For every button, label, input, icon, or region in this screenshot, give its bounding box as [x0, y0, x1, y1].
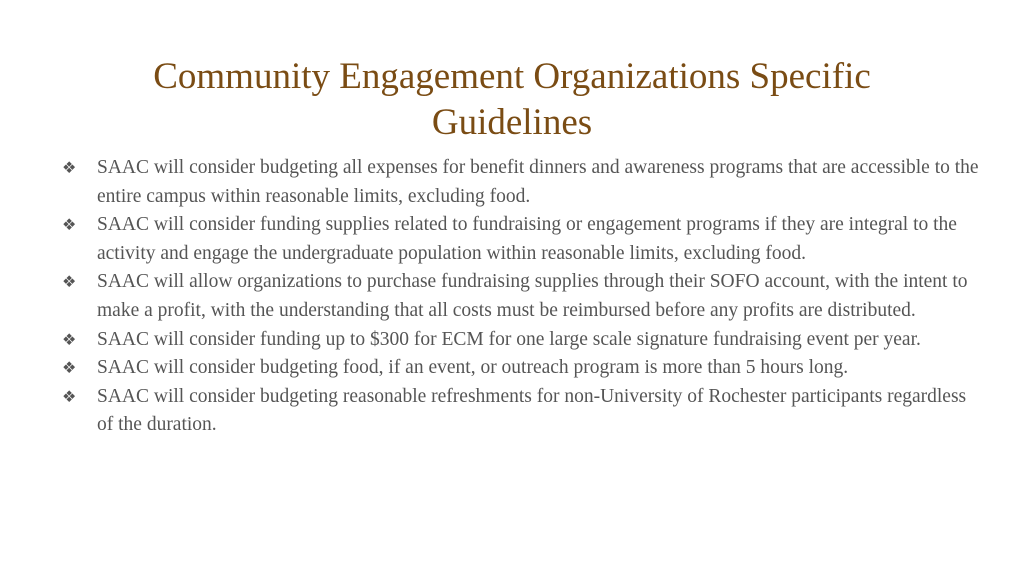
slide-title: Community Engagement Organizations Specific Guidelines [153, 56, 871, 143]
list-item-text: SAAC will consider funding up to $300 for ECM for one large scale signature fundraising event per year. [97, 328, 921, 350]
diamond-bullet-icon: ❖ [62, 215, 77, 235]
diamond-bullet-icon: ❖ [62, 272, 77, 292]
diamond-bullet-icon: ❖ [62, 358, 77, 378]
list-item-text: SAAC will consider budgeting food, if an event, or outreach program is more than 5 hours long. [97, 357, 849, 379]
list-item-text: SAAC will allow organizations to purchase fundraising supplies through their SOFO account, with the intent to make a profit, with the understanding that all costs must be reimbursed before any profits are distributed. [97, 271, 968, 321]
list-item [62, 326, 982, 355]
list-item-text: SAAC will consider budgeting reasonable refreshments for non-University of Rochester participants regardless of the duration. [97, 385, 967, 436]
guidelines-list [62, 154, 982, 440]
list-item-text: SAAC will consider budgeting all expenses for benefit dinners and awareness programs that are accessible to the entire campus within reasonable limits, excluding food. [97, 157, 979, 207]
list-item [62, 268, 982, 325]
list-item [62, 354, 982, 383]
diamond-bullet-icon: ❖ [62, 386, 77, 406]
diamond-bullet-icon: ❖ [62, 329, 77, 349]
list-item [62, 154, 982, 211]
list-item [62, 211, 982, 268]
list-item [62, 383, 982, 440]
diamond-bullet-icon: ❖ [62, 158, 77, 177]
list-item-text: SAAC will consider funding supplies related to fundraising or engagement programs if they are integral to the activity and engage the undergraduate population within reasonable limits, excluding food. [97, 214, 957, 264]
